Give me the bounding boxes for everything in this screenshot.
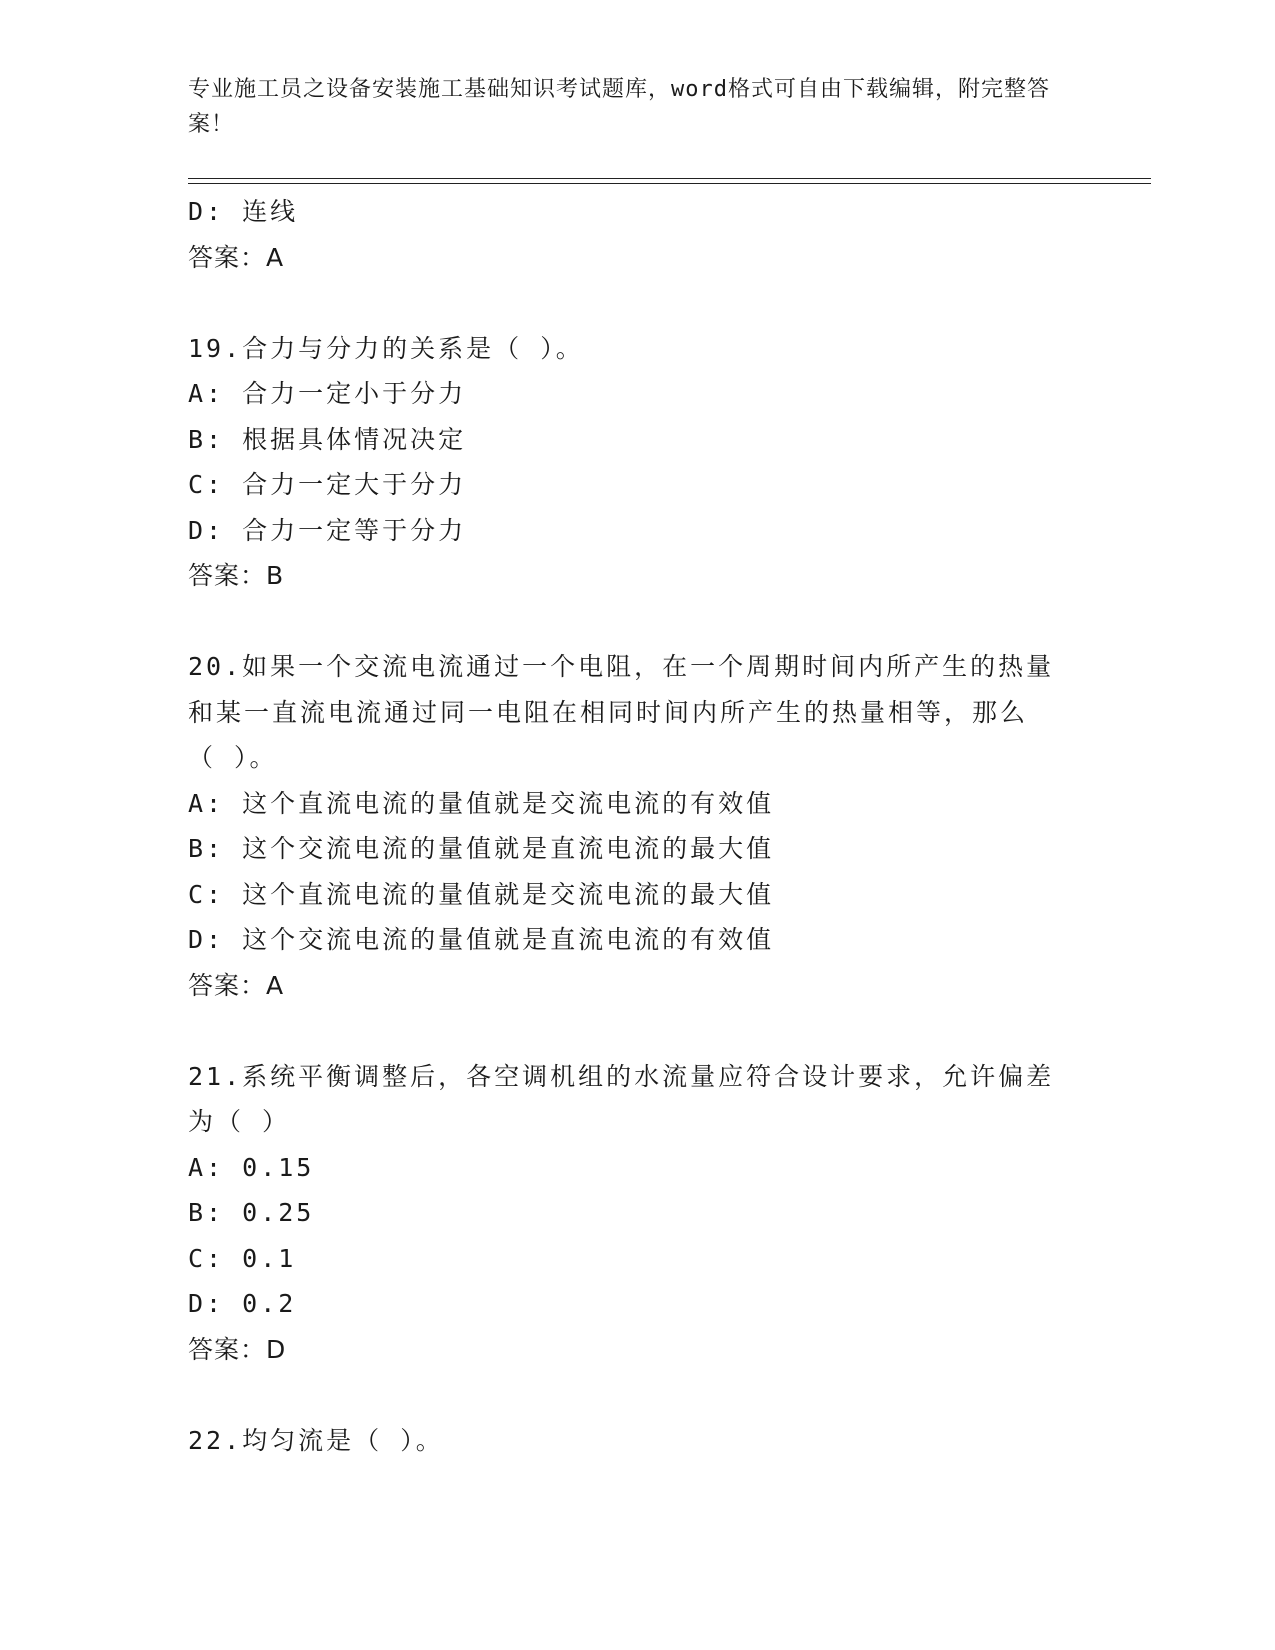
option-b: B: 根据具体情况决定 (188, 424, 467, 454)
option-a: A: 合力一定小于分力 (188, 379, 467, 408)
option-c: C: 合力一定大于分力 (188, 470, 467, 499)
option-d: D: 这个交流电流的量值就是直流电流的有效值 (188, 925, 775, 954)
question-stem: 19.合力与分力的关系是（ ）。 (188, 333, 584, 363)
question-21 (188, 1054, 1088, 1373)
question-20 (188, 644, 1088, 1008)
answer: 答案：A (188, 970, 285, 1000)
spacer (188, 1008, 1088, 1054)
option-d: D: 合力一定等于分力 (188, 515, 467, 545)
question-stem: 22.均匀流是（ ）。 (188, 1425, 444, 1455)
spacer (188, 280, 1088, 326)
question-content (188, 189, 1088, 1463)
option-c: C: 0.1 (188, 1243, 297, 1273)
header-rule-top (188, 178, 1151, 179)
header-rule-bottom (188, 183, 1151, 184)
question-22 (188, 1418, 1088, 1464)
spacer (188, 1372, 1088, 1418)
question-stem-line: 为（ ） (188, 1107, 291, 1136)
question-19 (188, 326, 1088, 599)
prev-option-d: D: 连线 (188, 197, 299, 226)
prev-answer: 答案：A (188, 242, 285, 272)
spacer (188, 599, 1088, 645)
question-stem-line: 21.系统平衡调整后，各空调机组的水流量应符合设计要求，允许偏差 (188, 1061, 1055, 1091)
option-a: A: 这个直流电流的量值就是交流电流的有效值 (188, 788, 775, 818)
option-b: B: 这个交流电流的量值就是直流电流的最大值 (188, 834, 775, 863)
option-b: B: 0.25 (188, 1198, 315, 1227)
question-stem-line: 和某一直流电流通过同一电阻在相同时间内所产生的热量相等，那么 (188, 697, 1029, 727)
question-stem-line: 20.如果一个交流电流通过一个电阻，在一个周期时间内所产生的热量 (188, 652, 1055, 681)
page-header (188, 72, 1068, 142)
option-a: A: 0.15 (188, 1152, 315, 1182)
option-d: D: 0.2 (188, 1289, 297, 1318)
answer: 答案：D (188, 1334, 287, 1364)
header-title: 专业施工员之设备安装施工基础知识考试题库，word格式可自由下载编辑，附完整答案！ (188, 77, 1050, 137)
option-c: C: 这个直流电流的量值就是交流电流的最大值 (188, 879, 775, 909)
question-stem-line: （ ）。 (188, 743, 278, 772)
answer: 答案：B (188, 561, 285, 590)
